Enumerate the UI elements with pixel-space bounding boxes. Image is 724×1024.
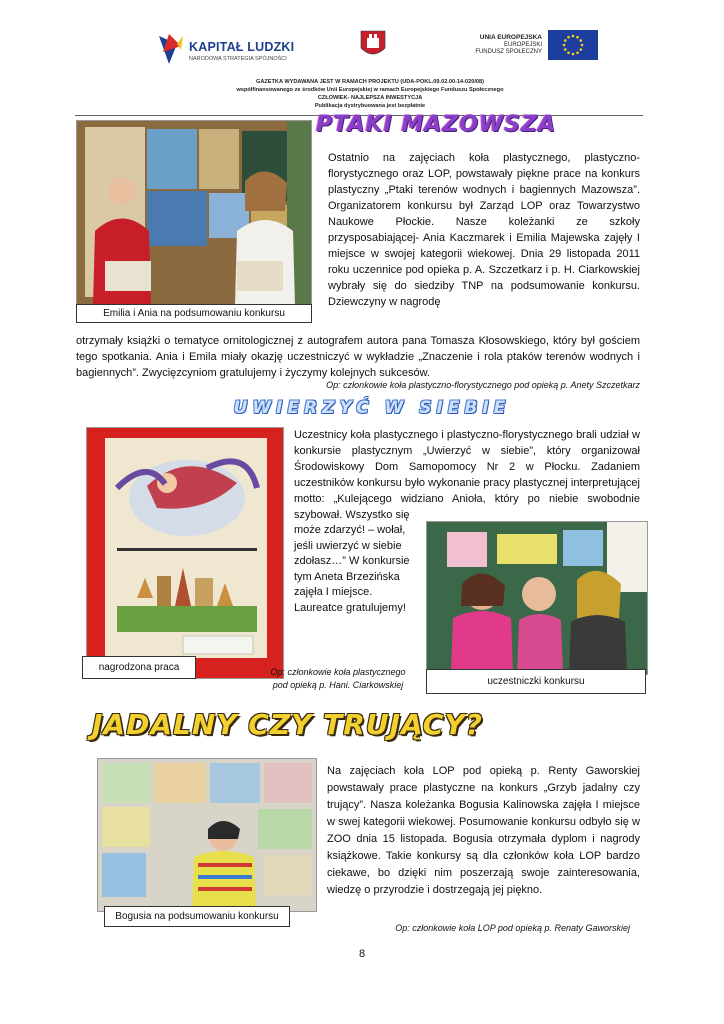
project-header	[130, 78, 610, 110]
eu-fund-label	[472, 34, 542, 56]
jadalny-signature: Op: członkowie koła LOP pod opieką p. Renaty Gaworskiej	[395, 923, 630, 933]
eu-star-icon	[576, 51, 579, 54]
project-line-2: współfinansowanego ze środków Unii Europejskiej w ramach Europejskiego Funduszu Społecznego	[236, 87, 504, 93]
uwierzyc-text-narrow: może zdarzyć! – wołał, jeśli uwierzyć w siebie zdołasz…” W konkursie tym Aneta Brzezińska zajęła I miejsce. Laureatce gratulujemy!	[294, 524, 410, 614]
ptaki-signature: Op: członkowie koła plastyczno-florystycznego pod opieką p. Anety Szczetkarz	[326, 380, 640, 390]
mushroom-contest-photo	[97, 758, 317, 912]
eu-line-3: FUNDUSZ SPOŁECZNY	[475, 49, 542, 55]
eu-star-icon	[564, 48, 567, 51]
kapital-ludzki-logo	[155, 30, 315, 70]
eu-star-icon	[576, 36, 579, 39]
eu-star-icon	[572, 53, 575, 56]
jadalny-text: Na zajęciach koła LOP pod opieką p. Renty Gaworskiej powstawały prace plastyczne na konkurs „Grzyb jadalny czy trujący”. Nasza koleżanka Bogusia Kalinowska zajęła I miejsce w swej kategorii wiekowej. Posumowanie konkursu odbyło się w ZOO dnia 15 listopada. Bogusia otrzymała dyplom i nagrody książkowe. Takie konkursy są dla członków koła LOP bardzo ciekawe, bo dzięki nim poszerzają swoje zainteresowania, wiedzę o przyrodzie i dostrzegają jej piękno.	[327, 765, 640, 896]
participants-photo	[426, 521, 648, 675]
eu-flag-icon	[548, 30, 598, 60]
project-line-3: CZŁOWIEK- NAJLEPSZA INWESTYCJA	[317, 95, 423, 101]
eu-star-icon	[581, 44, 584, 47]
page-number: 8	[358, 948, 366, 960]
kapital-ludzki-subtitle: NARODOWA STRATEGIA SPÓJNOŚCI	[189, 56, 287, 62]
ptaki-text-side: Ostatnio na zajęciach koła plastycznego, plastyczno-florystycznego oraz LOP, powstawały piękne prace na konkurs plastyczny „Ptaki terenów wodnych i bagiennych Mazowsza”. Organizatorem konkursu był Zarząd LOP oraz Towarzystwo Naukowe Płockie. Nasze koleżanki ze szkoły przysposabiającej- Ania Kaczmarek i Emilia Majewska zajęły I miejsce w swojej kategorii wiekowej. Dnia 29 listopada 2011 roku uczennice pod opieka p. A. Szczetkarz i p. H. Ciarkowskiej wybrały się do siedziby TNP na podsumowanie konkursu. Dziewczyny w nagrodę	[328, 152, 640, 308]
ptaki-photo	[76, 120, 312, 307]
project-line-1: GAZETKA WYDAWANA JEST W RAMACH PROJEKTU (UDA-POKL.09.02.00-14-020/08)	[255, 79, 485, 85]
eu-star-icon	[564, 39, 567, 42]
project-line-4: Publikacja dystrybuowana jest bezpłatnie	[314, 103, 426, 109]
kapital-ludzki-title: KAPITAŁ LUDZKI	[189, 40, 295, 54]
jadalny-title: JADALNY CZY TRUJĄCY?	[92, 708, 483, 741]
eu-star-icon	[579, 48, 582, 51]
award-artwork-photo	[86, 427, 284, 679]
eu-star-icon	[567, 51, 570, 54]
eu-line-2: EUROPEJSKI	[503, 42, 542, 48]
uwierzyc-signature: Op: członkowie koła plastycznego pod opieką p. Hani. Ciarkowskiej	[270, 667, 406, 690]
participants-photo-caption: uczestniczki konkursu	[426, 669, 646, 694]
eu-star-icon	[572, 35, 575, 38]
eu-star-icon	[563, 44, 566, 47]
uwierzyc-text-top: Uczestnicy koła plastycznego i plastyczno-florystycznego brali udział w konkursie plastycznym „Uwierzyć w siebie”, który organizował Środowiskowy Dom Samopomocy Nr 2 w Płocku. Zadaniem uczestników konkursu było wykonanie pracy plastycznej interpretującej motto: „Kulejącego widziano Anioła, który po niebie swobodnie szybował. Wszystko się	[294, 429, 640, 521]
uwierzyc-title: UWIERZYĆ W SIEBIE	[233, 398, 511, 418]
mushroom-photo-caption: Bogusia na podsumowaniu konkursu	[104, 906, 290, 927]
ptaki-mazowsza-title: PTAKI MAZOWSZA	[316, 112, 557, 137]
city-crest-icon	[360, 30, 386, 60]
award-artwork-caption: nagrodzona praca	[82, 656, 196, 679]
ptaki-photo-caption: Emilia i Ania na podsumowaniu konkursu	[76, 304, 312, 323]
eu-star-icon	[567, 36, 570, 39]
ptaki-text-full: otrzymały książki o tematyce ornitologicznej z autografem autora pana Tomasza Kłosowskiego, który był gościem tego spotkania. Ania i Emila miały okazję uczestniczyć w wykładzie „Znaczenie i rola ptaków terenów wodnych i bagiennych”. Zwycięzcyniom gratulujemy i życzymy kolejnych sukcesów.	[76, 335, 640, 379]
eu-line-1: UNIA EUROPEJSKA	[479, 34, 542, 41]
eu-star-icon	[579, 39, 582, 42]
